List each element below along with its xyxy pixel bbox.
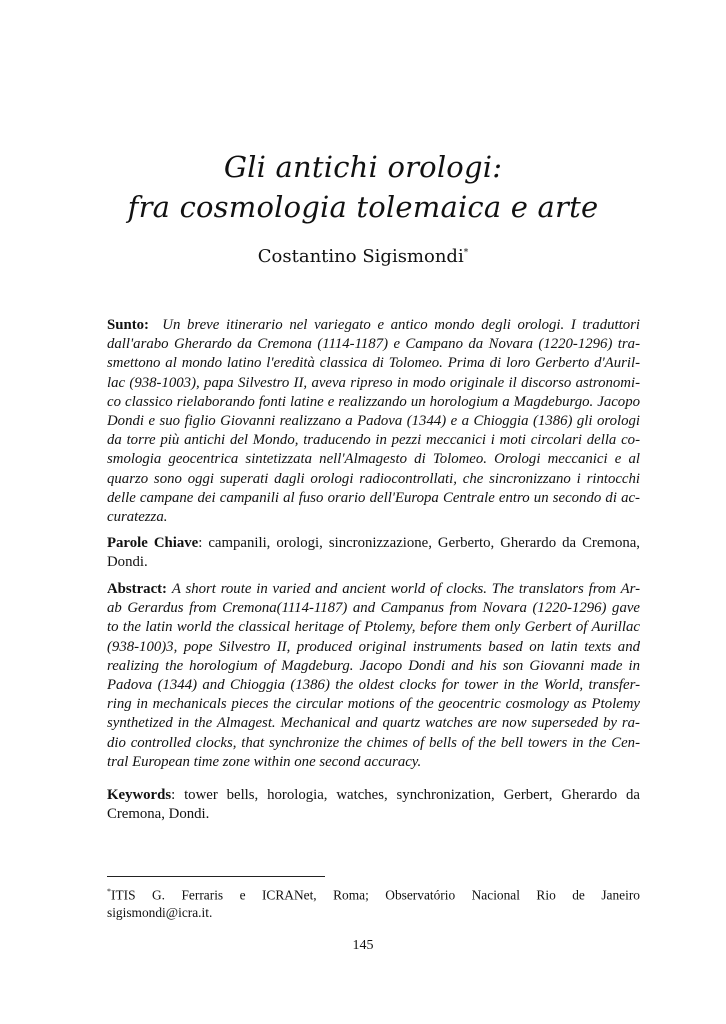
parole-chiave-label: Parole Chiave: [107, 535, 199, 551]
abstract-line: Abstract: A short route in varied and ancient world of clocks. The translators from Ar-: [107, 581, 640, 597]
abstract-line: tral European time zone within one second accuracy.: [107, 753, 422, 770]
footnote-rule: [107, 876, 325, 877]
author-name: Costantino Sigismondi: [257, 246, 464, 267]
footnote-line: *ITIS G. Ferraris e ICRANet, Roma; Observatório Nacional Rio de Janeiro: [107, 887, 640, 903]
abstract-line: ring in mechanicals pieces the circular motions of the geocentric cosmology as Ptolemy: [107, 696, 640, 713]
sunto-line: co classico rielaborando fonti latine e realizzando un horologium a Magdeburgo. Jacopo: [107, 393, 640, 410]
sunto-paragraph: [107, 316, 640, 527]
abstract-line: ab Gerardus from Cremona(1114-1187) and Campanus from Novara (1220-1296) gave: [107, 600, 640, 617]
sunto-line: Dondi e suo figlio Giovanni realizzano a Padova (1344) e a Chioggia (1386) gli orologi: [107, 413, 640, 430]
title-line-2: fra cosmologia tolemaica e arte: [127, 190, 599, 224]
author-footnote-mark: *: [463, 248, 469, 258]
abstract-line: Padova (1344) and Chioggia (1386) the oldest clocks for tower in the World, transfer-: [107, 677, 640, 694]
keywords-line: Cremona, Dondi.: [107, 806, 210, 823]
abstract-line: synthetized in the Almagest. Mechanical and quartz watches are now superseded by ra-: [107, 715, 640, 732]
page-number: 145: [352, 938, 374, 953]
sunto-line: curatezza.: [107, 509, 168, 526]
sunto-line: Sunto: Un breve itinerario nel variegato e antico mondo degli orologi. I traduttori: [107, 317, 640, 333]
title-line-1: Gli antichi orologi:: [223, 150, 503, 184]
abstract-paragraph: [107, 580, 640, 772]
parole-chiave-line: Dondi.: [107, 554, 148, 571]
footnote-mark: *: [107, 887, 111, 896]
abstract-line: (938-100)3, pope Silvestro II, produced original instruments based on latin texts and: [107, 638, 640, 655]
keywords-label: Keywords: [107, 787, 172, 803]
author-line: [60, 246, 666, 267]
keywords-line: Keywords: tower bells, horologia, watches, synchronization, Gerbert, Gherardo da: [107, 787, 640, 803]
parole-chiave-line: Parole Chiave: campanili, orologi, sincronizzazione, Gerberto, Gherardo da Cremona,: [107, 535, 640, 551]
footnote-line: sigismondi@icra.it.: [107, 905, 213, 921]
sunto-line: lac (938-1003), papa Silvestro II, aveva ripreso in modo originale il discorso astronomi-: [107, 374, 640, 391]
sunto-line: quarzo sono oggi superati dagli orologi radiocontrollati, che sincronizzano i rintocchi: [107, 470, 640, 487]
sunto-line: dall'arabo Gherardo da Cremona (1114-1187) e Campano da Novara (1220-1296) tra-: [107, 336, 640, 353]
abstract-line: to the latin world the classical heritage of Ptolemy, before them only Gerbert of Aurillac: [107, 619, 640, 636]
parole-chiave-paragraph: [107, 534, 640, 572]
footnote: [107, 883, 640, 922]
abstract-label: Abstract:: [107, 581, 167, 597]
sunto-line: delle campane dei campanili al fuso orario dell'Europa Centrale entro un secondo di ac-: [107, 489, 640, 506]
sunto-line: da torre più antichi del Mondo, traducendo in pezzi meccanici i moti circolari della co-: [107, 432, 640, 449]
sunto-line: smologia geocentrica sintetizzata nell'Almagesto di Tolomeo. Orologi meccanici e al: [107, 451, 640, 468]
abstract-line: dio controlled clocks, that synchronize the chimes of bells of the bell towers in the Cen-: [107, 734, 640, 751]
keywords-paragraph: [107, 786, 640, 824]
sunto-line: smettono al mondo latino l'eredità classica di Tolomeo. Prima di loro Gerberto d'Auril-: [107, 355, 640, 372]
abstract-line: realizing the horologium of Magdeburg. Jacopo Dondi and his son Giovanni made in: [107, 657, 640, 674]
sunto-label: Sunto:: [107, 317, 149, 333]
